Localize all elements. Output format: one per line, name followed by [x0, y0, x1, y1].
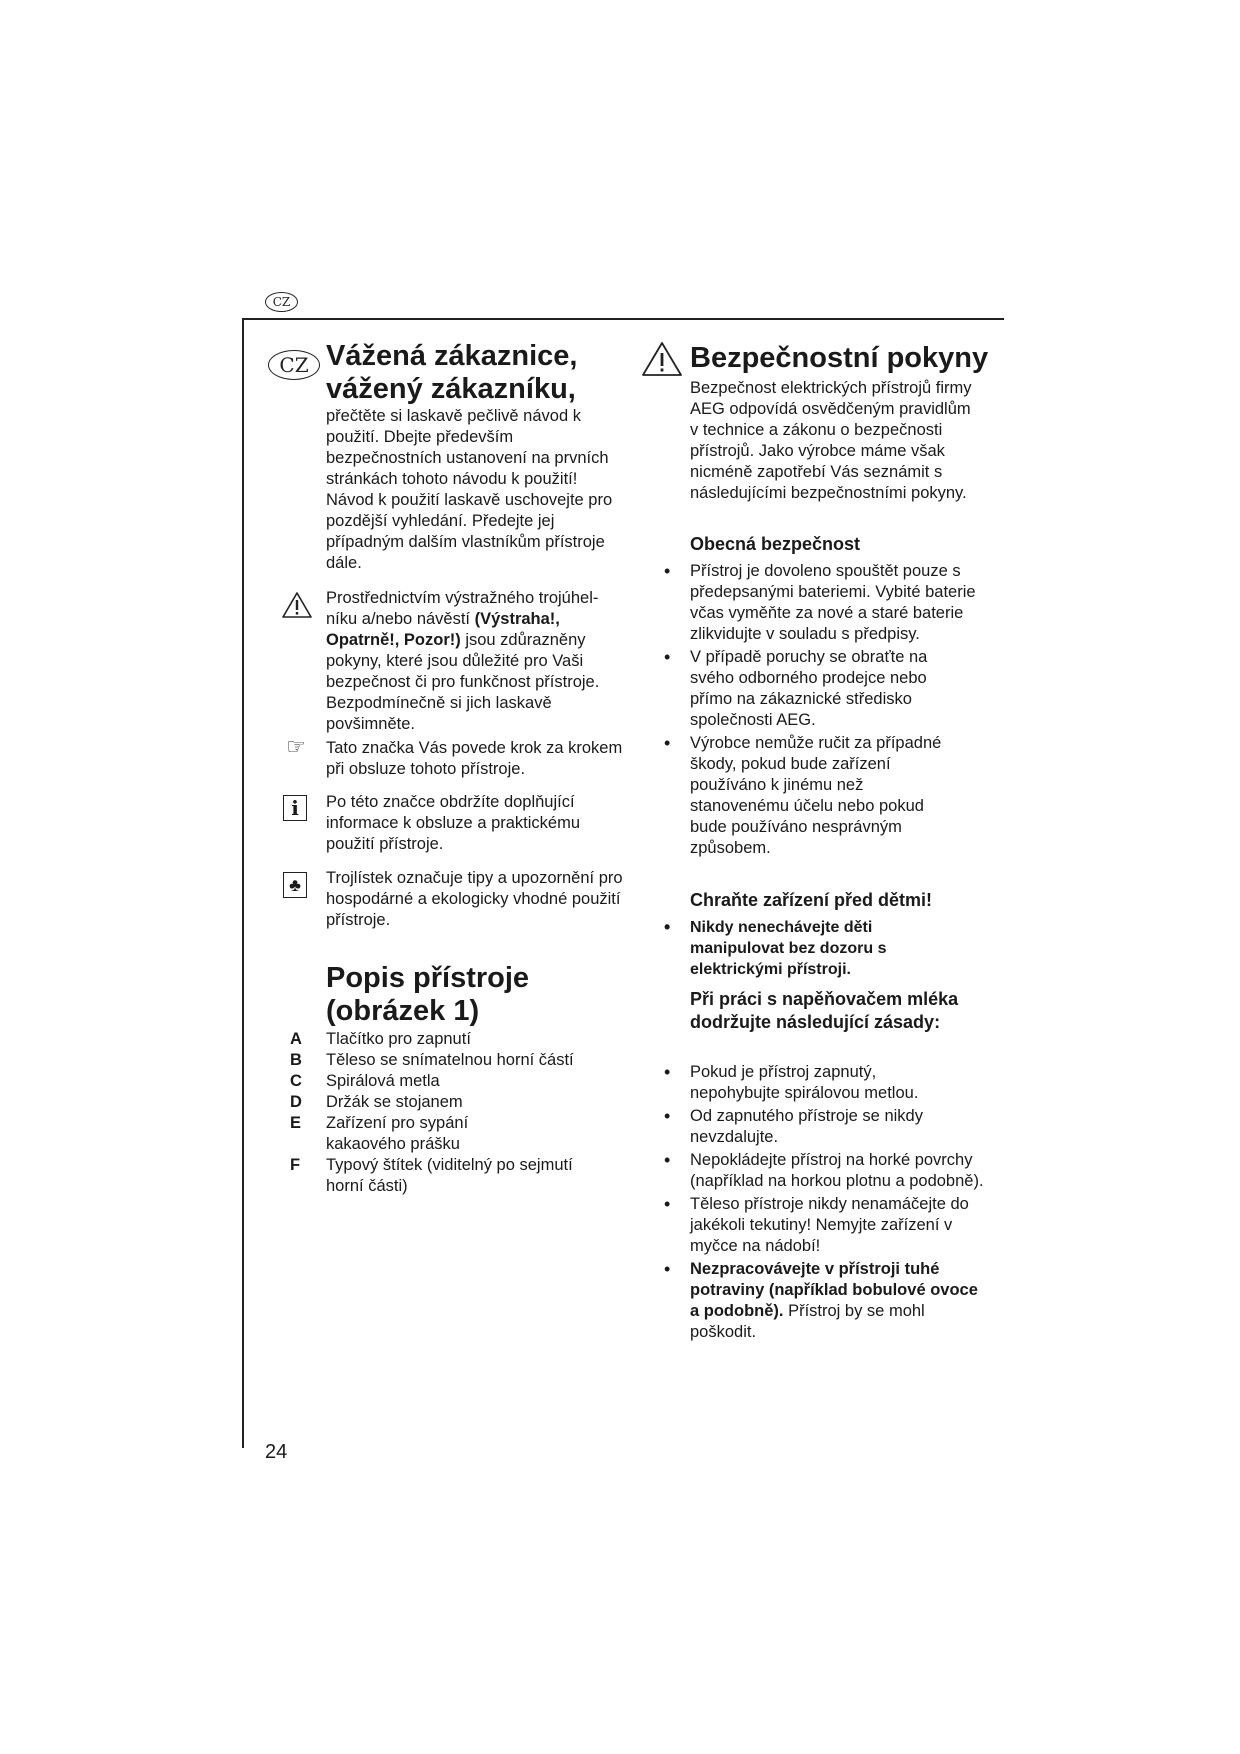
part-text: Těleso se snímatelnou horní částí	[326, 1051, 574, 1069]
part-text: Typový štítek (viditelný po sejmutí horní části)	[326, 1156, 573, 1195]
list-item: • Nikdy nenechávejte děti manipulovat bez dozoru s elektrickými přístroji.	[672, 917, 932, 980]
list-item: • Pokud je přístroj zapnutý, nepohybujte spirálovou metlou.	[672, 1062, 990, 1104]
part-text: Zařízení pro sypání kakaového prášku	[326, 1114, 469, 1153]
greeting-line1: Vážená zákaznice,	[326, 340, 578, 372]
warning-note-text2: jsou zdůrazněny pokyny, které jsou důležité pro Vaši bezpečnost či pro funkčnost přístroje. Bezpodmínečně si jich laskavě povšimněte.	[326, 631, 600, 733]
header-lang-badge-text: CZ	[272, 295, 291, 309]
info-icon: i	[283, 795, 307, 821]
header-lang-badge	[265, 292, 298, 312]
greeting-heading	[326, 340, 626, 406]
part-row	[290, 1113, 630, 1155]
frother-list	[672, 1062, 990, 1343]
description-heading	[326, 962, 626, 1028]
part-letter: F	[290, 1156, 301, 1174]
left-lang-badge	[268, 350, 320, 380]
eco-note: Trojlístek označuje tipy a upozornění pro hospodárné a ekologicky vhodné použití přístroje.	[326, 869, 623, 929]
warning-note	[326, 588, 626, 735]
part-letter: A	[290, 1030, 302, 1048]
left-lang-badge-text: CZ	[279, 353, 309, 377]
part-text: Spirálová metla	[326, 1072, 440, 1090]
info-note: Po této značce obdržíte doplňující informace k obsluze a praktickému použití přístroje.	[326, 793, 581, 853]
children-title: Chraňte zařízení před dětmi!	[690, 890, 933, 910]
part-row	[290, 1092, 630, 1113]
warning-triangle-icon	[280, 590, 314, 620]
list-item: • Výrobce nemůže ručit za případné škody, pokud bude zařízení používáno k jinému než stanovenému účelu nebo pokud bude používáno nesprávným způsobem.	[672, 733, 990, 859]
frother-title: Při práci s napěňovačem mléka dodržujte následující zásady:	[690, 989, 959, 1032]
description-line2: (obrázek 1)	[326, 995, 480, 1027]
part-row	[290, 1050, 630, 1071]
part-row	[290, 1029, 630, 1050]
greeting-line2: vážený zákazníku,	[326, 373, 576, 405]
part-letter: E	[290, 1114, 302, 1132]
part-row	[290, 1071, 630, 1092]
clover-icon: ♣	[283, 872, 307, 898]
general-safety-heading	[690, 533, 990, 556]
margin-rule	[242, 318, 244, 1448]
parts-list	[290, 1029, 630, 1197]
intro-text: přečtěte si laskavě pečlivě návod k použití. Dbejte především bezpečnostních ustanovení na prvních stránkách tohoto návodu k použití! Návod k použití laskavě uschovejte pro pozdější vyhledání. Předejte jej případným dalším vlastníkům přístroje dále.	[326, 407, 613, 572]
part-letter: B	[290, 1051, 302, 1069]
list-item: • V případě poruchy se obraťte na svého odborného prodejce nebo přímo na zákaznické středisko společnosti AEG.	[672, 647, 990, 731]
list-item	[672, 1259, 990, 1343]
frother-last-bold: Nezpracovávejte v přístroji tuhé potraviny (například bobulové ovoce a podobně).	[690, 1260, 978, 1320]
safety-heading	[690, 342, 1010, 375]
general-safety-list	[672, 561, 990, 859]
pointing-hand-icon: ☞	[286, 734, 306, 759]
description-line1: Popis přístroje	[326, 962, 530, 994]
warning-triangle-icon	[640, 340, 684, 378]
children-heading	[690, 889, 1000, 912]
part-row	[290, 1155, 630, 1197]
warning-note-bold: (Výstraha!, Opatrně!, Pozor!)	[326, 610, 560, 649]
list-item: • Od zapnutého přístroje se nikdy nevzdalujte.	[672, 1106, 990, 1148]
warning-note-text1: Prostřednictvím výstražného trojúhel-níku a/nebo návěstí	[326, 589, 599, 628]
list-item: • Přístroj je dovoleno spouštět pouze s předepsanými bateriemi. Vybité baterie včas vyměňte za nové a staré baterie zlikvidujte v souladu s předpisy.	[672, 561, 990, 645]
part-text: Držák se stojanem	[326, 1093, 463, 1111]
children-list	[672, 917, 932, 980]
safety-intro: Bezpečnost elektrických přístrojů firmy AEG odpovídá osvědčeným pravidlům v technice a zákonu o bezpečnosti přístrojů. Jako výrobce máme však nicméně zapotřebí Vás seznámit s následujícími bezpečnostními pokyny.	[690, 379, 972, 502]
general-safety-title: Obecná bezpečnost	[690, 534, 861, 554]
list-item: • Těleso přístroje nikdy nenamáčejte do jakékoli tekutiny! Nemyjte zařízení v myčce na nádobí!	[672, 1194, 990, 1257]
part-letter: D	[290, 1093, 302, 1111]
step-note: Tato značka Vás povede krok za krokem při obsluze tohoto přístroje.	[326, 739, 623, 778]
header-rule	[242, 318, 1004, 320]
frother-last-normal: Přístroj by se mohl poškodit.	[690, 1302, 925, 1341]
safety-title: Bezpečnostní pokyny	[690, 342, 989, 374]
list-item: • Nepokládejte přístroj na horké povrchy (například na horkou plotnu a podobně).	[672, 1150, 990, 1192]
part-text: Tlačítko pro zapnutí	[326, 1030, 471, 1048]
frother-heading	[690, 988, 970, 1034]
page-number: 24	[265, 1441, 288, 1463]
part-letter: C	[290, 1072, 302, 1090]
